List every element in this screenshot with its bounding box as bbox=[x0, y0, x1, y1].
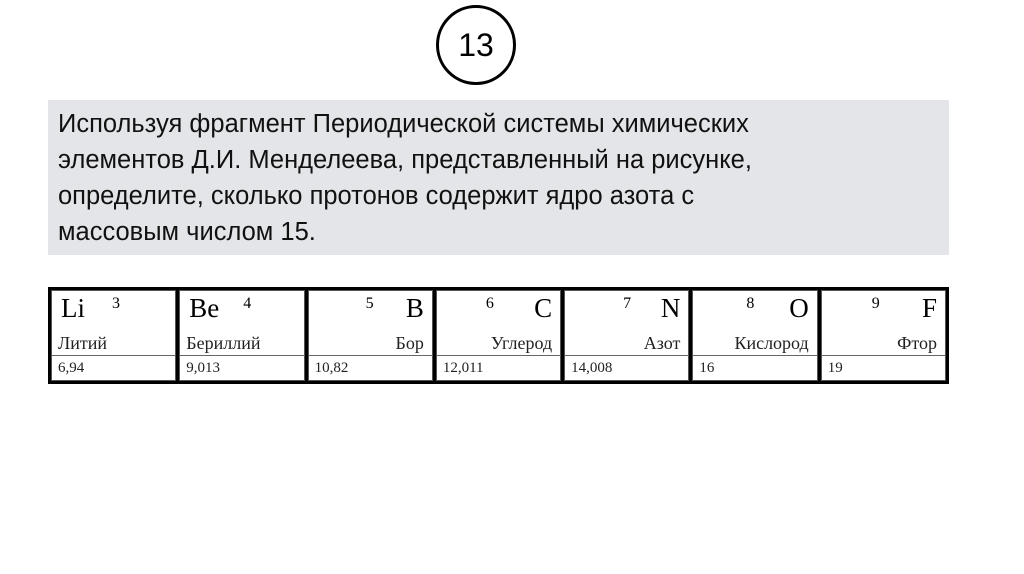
element-cell-n bbox=[564, 290, 689, 381]
periodic-table-fragment bbox=[48, 287, 949, 384]
element-atomic-number: 8 bbox=[746, 295, 755, 312]
element-symbol: Be bbox=[189, 293, 220, 323]
element-name: Азот bbox=[643, 333, 681, 353]
element-symbol: F bbox=[921, 293, 937, 323]
element-name: Кислород bbox=[734, 333, 809, 353]
element-symbol: O bbox=[789, 293, 809, 323]
element-atomic-number: 7 bbox=[623, 295, 632, 312]
element-atomic-mass: 10,82 bbox=[309, 355, 432, 380]
element-atomic-mass: 9,013 bbox=[180, 355, 303, 380]
element-cell-f bbox=[821, 290, 946, 381]
element-atomic-mass: 6,94 bbox=[52, 355, 175, 380]
element-symbol: B bbox=[405, 293, 424, 323]
element-symbol: Li bbox=[61, 293, 85, 323]
question-line: определите, сколько протонов содержит ядро азота с bbox=[58, 182, 695, 210]
question-line: Используя фрагмент Периодической системы химических bbox=[58, 110, 749, 138]
element-symbol: N bbox=[660, 293, 681, 323]
element-name: Углерод bbox=[490, 333, 553, 353]
question-box bbox=[48, 100, 949, 255]
element-atomic-number: 9 bbox=[871, 295, 880, 312]
element-atomic-number: 6 bbox=[485, 295, 494, 312]
element-atomic-number: 3 bbox=[112, 295, 120, 312]
slide-number-badge bbox=[436, 5, 516, 85]
element-cell-o bbox=[692, 290, 817, 381]
element-cell-c bbox=[436, 290, 561, 381]
element-atomic-mass: 12,011 bbox=[437, 355, 560, 380]
element-atomic-mass: 19 bbox=[822, 355, 945, 380]
element-name: Бор bbox=[395, 333, 424, 353]
element-symbol: C bbox=[534, 293, 553, 323]
element-atomic-mass: 16 bbox=[693, 355, 816, 380]
element-name: Фтор bbox=[897, 333, 937, 353]
slide-number-text: 13 bbox=[458, 26, 494, 63]
element-name: Литий bbox=[58, 333, 107, 353]
element-cell-be bbox=[179, 290, 304, 381]
element-cell-li bbox=[51, 290, 176, 381]
question-line: элементов Д.И. Менделеева, представленный на рисунке, bbox=[58, 146, 752, 174]
element-name: Бериллий bbox=[186, 333, 261, 353]
question-line: массовым числом 15. bbox=[58, 218, 316, 246]
element-atomic-number: 5 bbox=[365, 295, 374, 312]
element-cell-b bbox=[308, 290, 433, 381]
element-atomic-number: 4 bbox=[243, 295, 252, 312]
element-atomic-mass: 14,008 bbox=[565, 355, 688, 380]
